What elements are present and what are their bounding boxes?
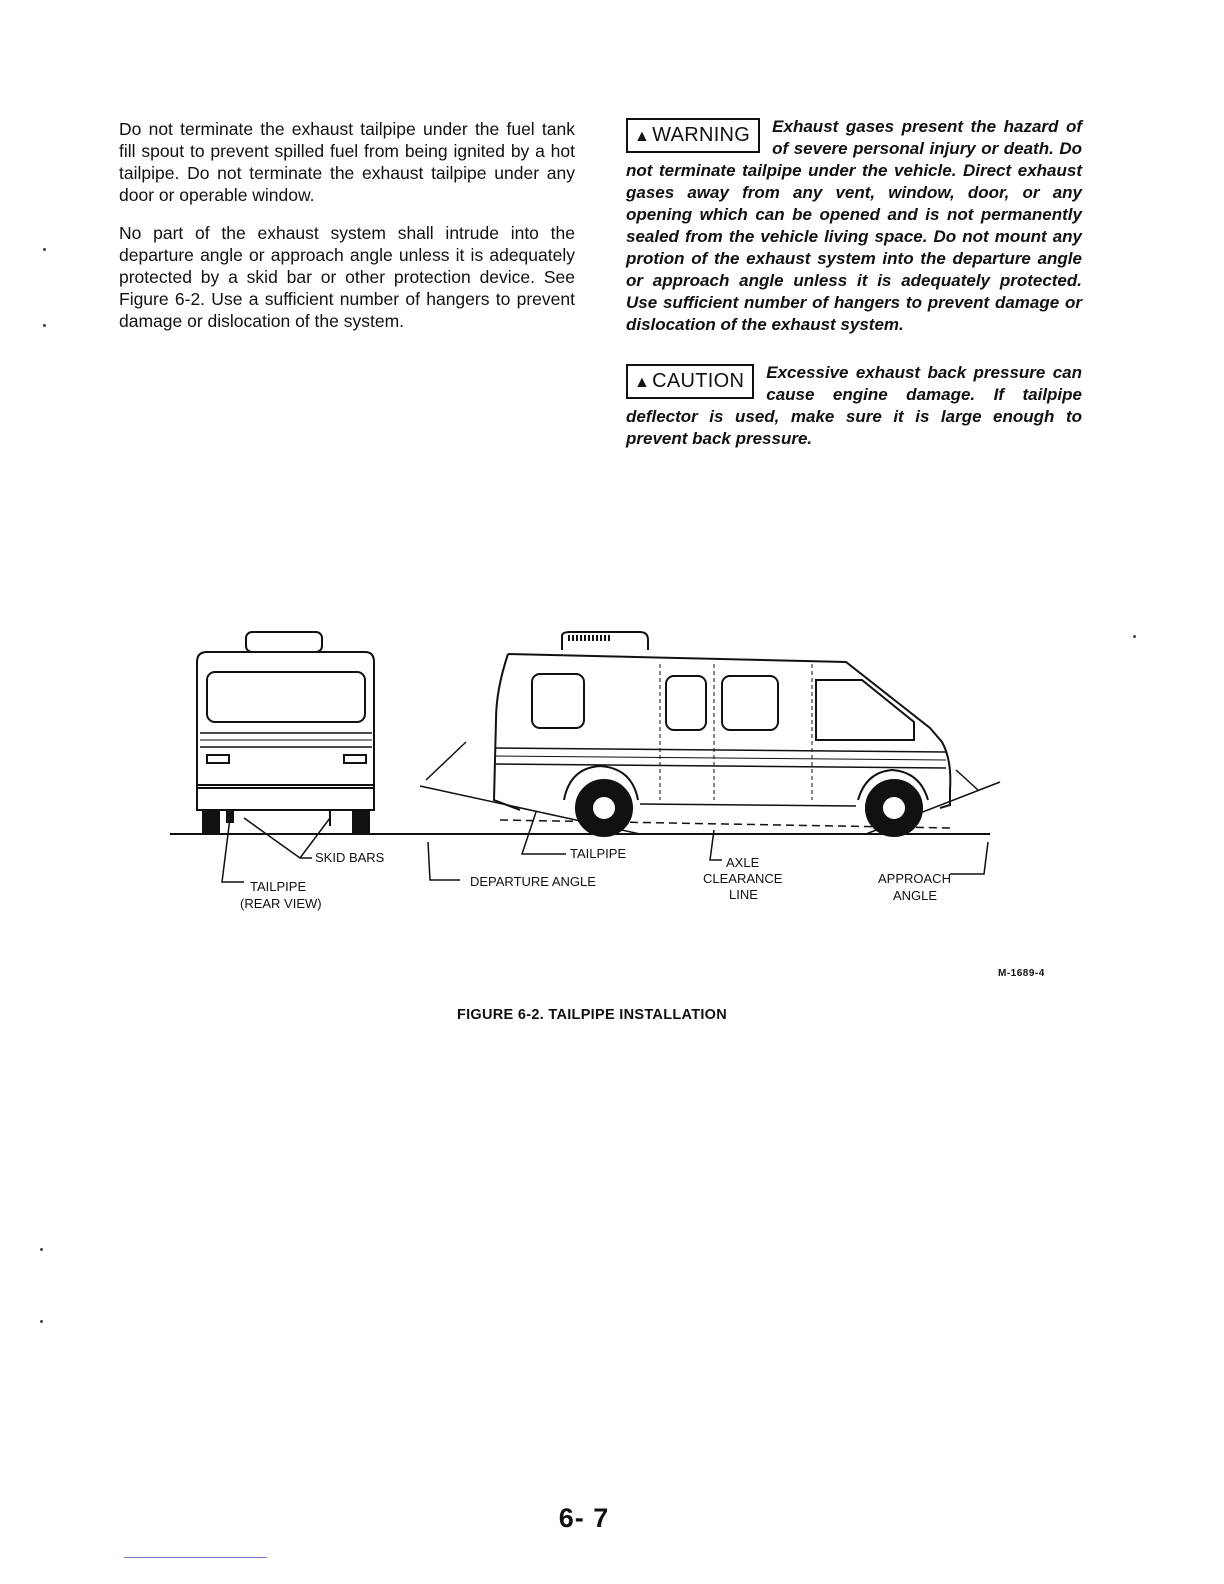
scan-speck <box>43 324 46 327</box>
scan-speck <box>43 248 46 251</box>
left-column <box>119 118 575 348</box>
label-skid-bars: SKID BARS <box>315 850 385 865</box>
paragraph-exhaust-clearance: No part of the exhaust system shall intrude into the departure angle or approach angle unless it is adequately protected by a skid bar or other protection device. See Figure 6-2. Use a sufficient number of hangers to prevent damage or dislocation of the system. <box>119 223 575 331</box>
label-rear-view: (REAR VIEW) <box>240 896 322 911</box>
scan-edge-line <box>124 1557 267 1558</box>
label-line: LINE <box>729 887 758 902</box>
right-column <box>626 116 1082 476</box>
tailpipe-installation-figure <box>0 600 1224 920</box>
warning-notice <box>626 116 1082 336</box>
warning-label: WARNING <box>652 124 751 146</box>
scan-speck <box>40 1320 43 1323</box>
van-rear-view <box>197 632 374 834</box>
label-axle: AXLE <box>726 855 760 870</box>
figure-caption: FIGURE 6-2. TAILPIPE INSTALLATION <box>456 1007 728 1023</box>
drawing-id: M-1689-4 <box>998 968 1045 979</box>
caution-label: CAUTION <box>652 370 745 392</box>
label-approach: APPROACH <box>878 871 951 886</box>
caution-text: Excessive exhaust back pressure can cause engine damage. If tailpipe deflector is used, make sure it is large enough to prevent back pressure. <box>626 363 1082 448</box>
label-departure-angle: DEPARTURE ANGLE <box>470 874 596 889</box>
caution-triangle-icon: ▲ <box>634 374 651 391</box>
page-number: 6- 7 <box>558 1503 610 1533</box>
label-angle: ANGLE <box>893 888 938 903</box>
warning-triangle-icon: ▲ <box>634 128 651 145</box>
caution-badge <box>626 364 754 399</box>
van-side-view <box>420 632 1000 836</box>
label-clearance: CLEARANCE <box>703 871 783 886</box>
scan-speck <box>40 1248 43 1251</box>
warning-badge <box>626 118 760 153</box>
paragraph-tailpipe-location: Do not terminate the exhaust tailpipe under the fuel tank fill spout to prevent spilled fuel from being ignited by a hot tailpipe. Do not terminate the exhaust tailpipe under any door or operable window. <box>119 119 575 205</box>
label-tailpipe-rear: TAILPIPE <box>250 879 307 894</box>
caution-notice <box>626 362 1082 450</box>
warning-text: Exhaust gases present the hazard of of severe personal injury or death. Do not terminate tailpipe under the vehicle. Direct exhaust gases away from any vent, window, door, or any opening which can be opened and is not permanently sealed from the vehicle living space. Do not mount any protion of the exhaust system into the departure angle or approach angle unless it is adequately protected. Use sufficient number of hangers to prevent damage or dislocation of the exhaust system. <box>626 117 1082 334</box>
label-tailpipe: TAILPIPE <box>570 846 627 861</box>
scan-speck <box>1133 635 1136 638</box>
